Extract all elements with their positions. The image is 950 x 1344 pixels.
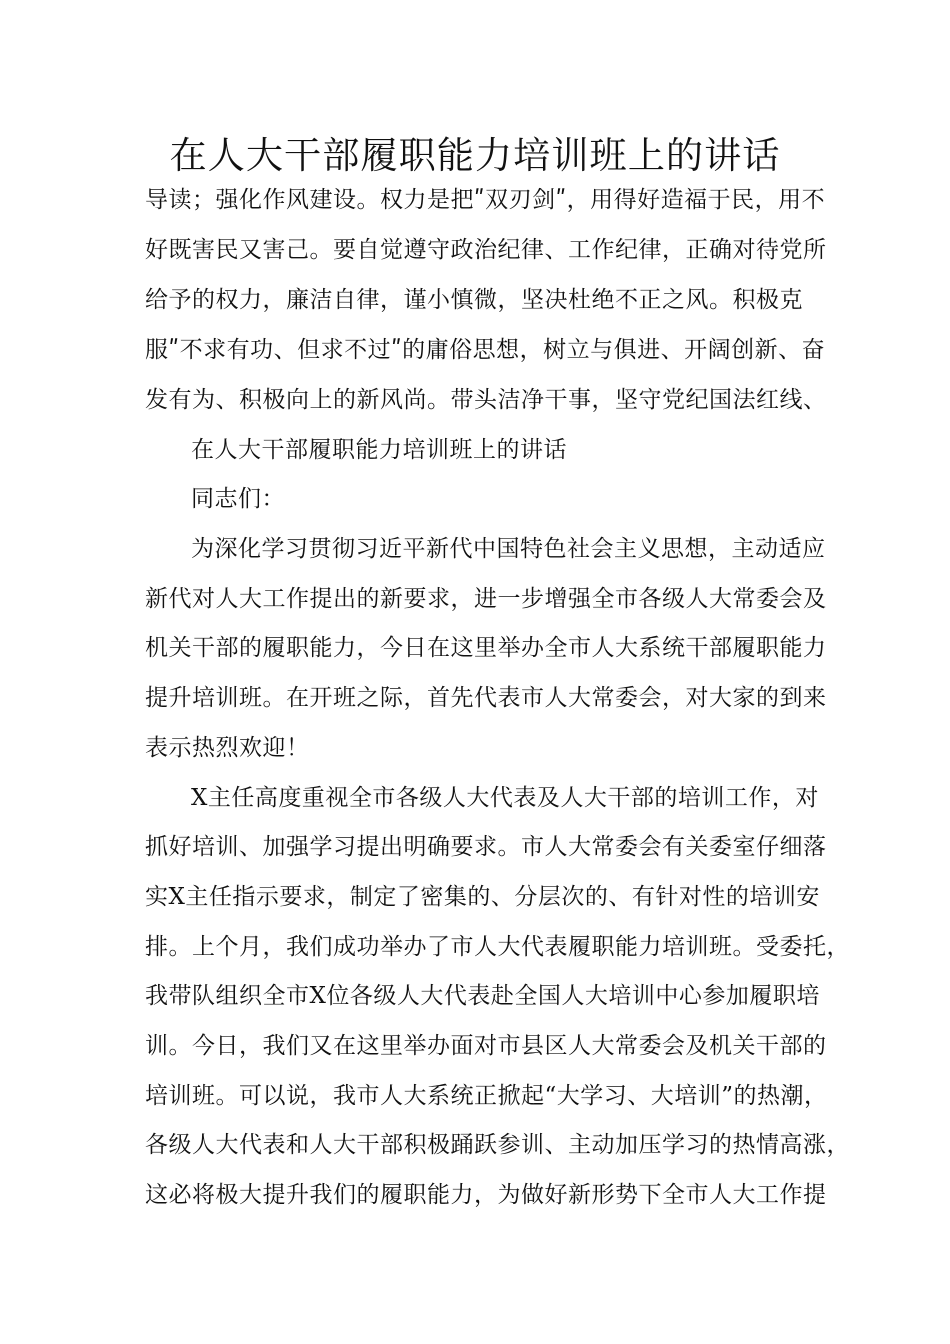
text-line: 培训班。可以说，我市人大系统正掀起“大学习、大培训”的热潮，	[145, 1083, 828, 1109]
text-line: 新代对人大工作提出的新要求，进一步增强全市各级人大常委会及	[145, 586, 827, 612]
text-line: 抓好培训、加强学习提出明确要求。市人大常委会有关委室仔细落	[145, 834, 827, 860]
text-line: 表示热烈欢迎！	[145, 735, 310, 761]
text-line: X主任高度重视全市各级人大代表及人大干部的培训工作，对	[191, 785, 819, 811]
section-heading: 在人大干部履职能力培训班上的讲话	[191, 437, 567, 463]
text-line: 给予的权力，廉洁自律，谨小慎微，坚决杜绝不正之风。积极克	[145, 287, 803, 313]
text-line: 发有为、积极向上的新风尚。带头洁净干事，坚守党纪国法红线、	[145, 387, 827, 413]
text-line: 提升培训班。在开班之际，首先代表市人大常委会，对大家的到来	[145, 685, 827, 711]
salutation: 同志们：	[191, 486, 285, 512]
text-line: 各级人大代表和人大干部积极踊跃参训、主动加压学习的热情高涨，	[145, 1132, 850, 1158]
text-line: 实X主任指示要求，制定了密集的、分层次的、有针对性的培训安	[145, 884, 820, 910]
text-line: 这必将极大提升我们的履职能力，为做好新形势下全市人大工作提	[145, 1182, 827, 1208]
document-title: 在人大干部履职能力培训班上的讲话	[169, 133, 781, 177]
text-line: 为深化学习贯彻习近平新代中国特色社会主义思想，主动适应	[191, 536, 826, 562]
text-line: 我带队组织全市X位各级人大代表赴全国人大培训中心参加履职培	[145, 983, 820, 1009]
text-line: 训。今日，我们又在这里举办面对市县区人大常委会及机关干部的	[145, 1033, 827, 1059]
text-line: 排。上个月，我们成功举办了市人大代表履职能力培训班。受委托，	[145, 934, 850, 960]
text-line: 导读；强化作风建设。权力是把ʺ双刃剑ʺ，用得好造福于民，用不	[145, 187, 826, 213]
text-line: 好既害民又害己。要自觉遵守政治纪律、工作纪律，正确对待党所	[145, 237, 827, 263]
text-line: 机关干部的履职能力，今日在这里举办全市人大系统干部履职能力	[145, 635, 827, 661]
text-line: 服ʺ不求有功、但求不过ʺ的庸俗思想，树立与俱进、开阔创新、奋	[145, 337, 826, 363]
